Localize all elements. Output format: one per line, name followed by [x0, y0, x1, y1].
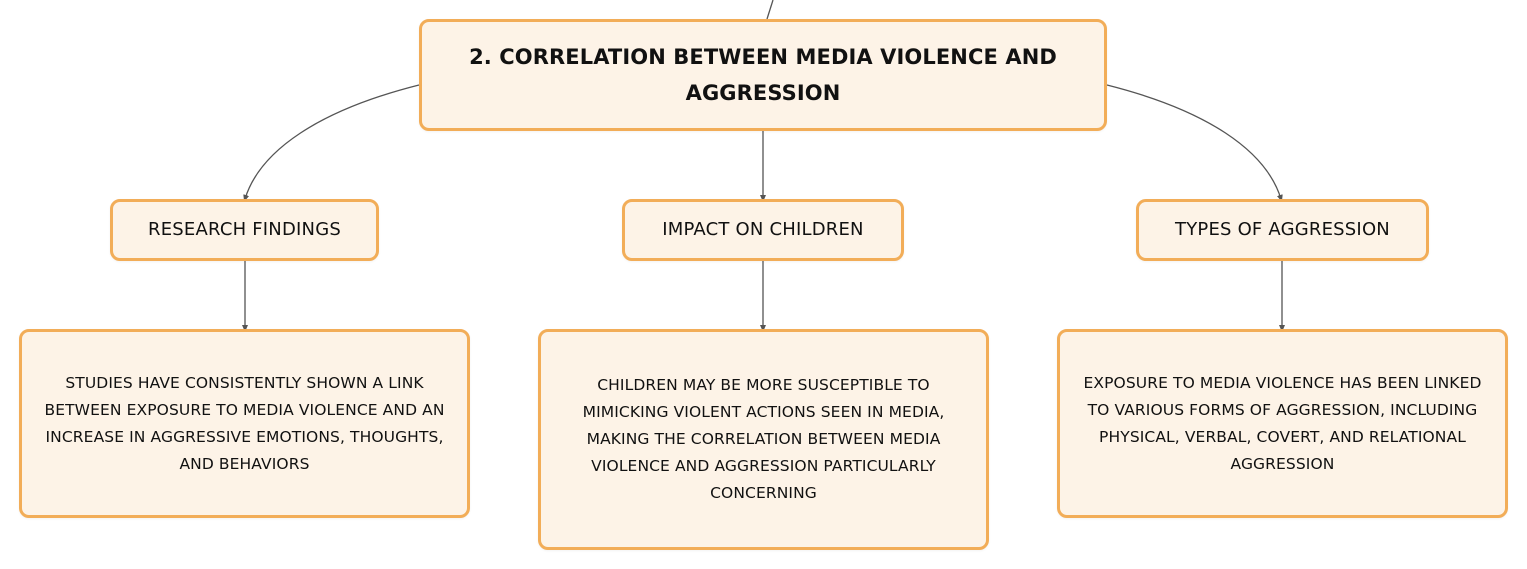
detail-node-research-findings[interactable]	[19, 329, 470, 518]
detail-node-text: CHILDREN MAY BE MORE SUSCEPTIBLE TO MIMICKING VIOLENT ACTIONS SEEN IN MEDIA, MAKING THE CORRELATION BETWEEN MEDIA VIOLENCE AND AGGRESSION PARTICULARLY CONCERNING	[582, 376, 945, 502]
detail-node-text: STUDIES HAVE CONSISTENTLY SHOWN A LINK BETWEEN EXPOSURE TO MEDIA VIOLENCE AND AN INCREASE IN AGGRESSIVE EMOTIONS, THOUGHTS, AND BEHAVIORS	[44, 373, 445, 473]
branch-node-label: RESEARCH FINDINGS	[148, 219, 341, 240]
branch-node-impact-on-children[interactable]	[622, 199, 904, 261]
root-node[interactable]	[419, 19, 1107, 131]
branch-node-label: IMPACT ON CHILDREN	[662, 219, 864, 240]
branch-node-types-of-aggression[interactable]	[1136, 199, 1429, 261]
connector-incoming	[767, 0, 773, 19]
detail-node-text: EXPOSURE TO MEDIA VIOLENCE HAS BEEN LINKED TO VARIOUS FORMS OF AGGRESSION, INCLUDING PHYSICAL, VERBAL, COVERT, AND RELATIONAL AGGRESSION	[1083, 373, 1482, 473]
connector-root-to-types-of-aggression	[1107, 85, 1281, 199]
branch-node-label: TYPES OF AGGRESSION	[1175, 219, 1390, 240]
detail-node-impact-on-children[interactable]	[538, 329, 989, 550]
root-node-label: 2. CORRELATION BETWEEN MEDIA VIOLENCE AND AGGRESSION	[469, 45, 1057, 105]
branch-node-research-findings[interactable]	[110, 199, 379, 261]
connector-root-to-research-findings	[245, 85, 419, 199]
detail-node-types-of-aggression[interactable]	[1057, 329, 1508, 518]
